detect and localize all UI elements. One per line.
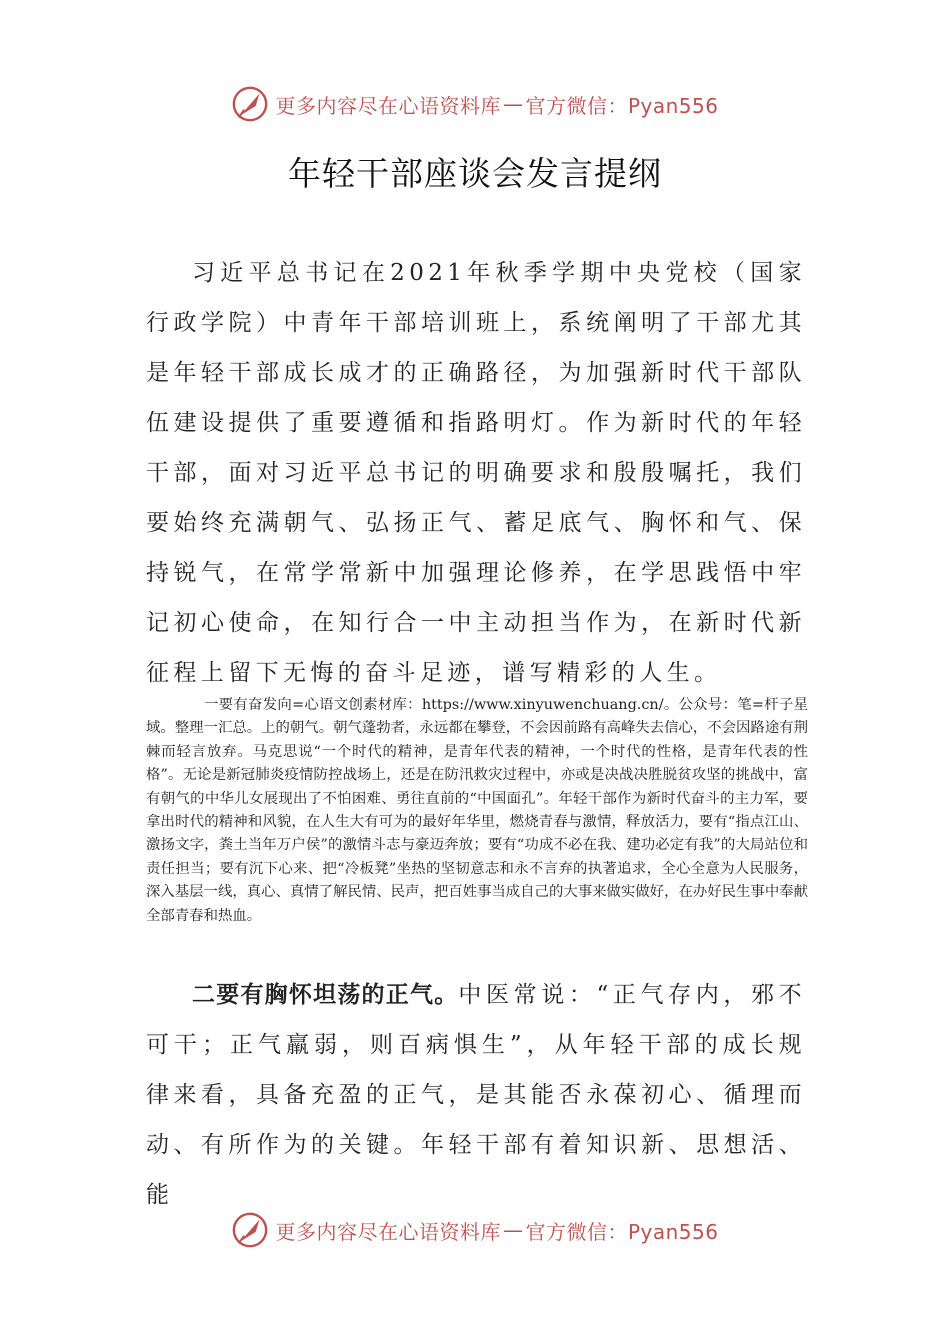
watermark-separator: —	[502, 1218, 524, 1242]
watermark-text: 更多内容尽在心语资料库	[275, 1219, 501, 1244]
quill-logo-icon	[231, 1211, 269, 1249]
footer-watermark	[0, 1210, 950, 1250]
watermark-separator: —	[502, 92, 524, 116]
document-title: 年轻干部座谈会发言提纲	[288, 154, 662, 193]
header-watermark	[0, 84, 950, 124]
section-two-body: 中医常说：“正气存内，邪不可干；正气羸弱，则百病惧生”，从年轻干部的成长规律来看，具备充盈的正气，是其能否永葆初心、循理而动、有所作为的关键。年轻干部有着知识新、思想活、能	[146, 982, 806, 1208]
watermark-text: 更多内容尽在心语资料库	[275, 93, 501, 118]
section-two-paragraph	[146, 970, 806, 1220]
watermark-contact: 官方微信：Pyan556	[525, 1219, 719, 1244]
quill-logo-icon	[231, 85, 269, 123]
section-one-paragraph: 一要有奋发向=心语文创素材库：https://www.xinyuwenchuang.cn/。公众号：笔=杆子星域。整理一汇总。上的朝气。朝气蓬勃者，永远都在攀登，不会因前路有高峰失去信心，不会因路途有荆棘而轻言放弃。马克思说“一个时代的精神，是青年代表的精神，一个时代的性格，是青年代表的性格”。无论是新冠肺炎疫情防控战场上，还是在防汛救灾过程中，亦或是决战决胜脱贫攻坚的挑战中，富有朝气的中华儿女展现出了不怕困难、勇往直前的“中国面孔”。年轻干部作为新时代奋斗的主力军，要拿出时代的精神和风貌，在人生大有可为的最好年华里，燃烧青春与激情，释放活力，要有“指点江山、激扬文字，粪土当年万户侯”的激情斗志与豪迈奔放；要有“功成不必在我、建功必定有我”的大局站位和责任担当；要有沉下心来、把“冷板凳”坐热的坚韧意志和永不言弃的执著追求，全心全意为人民服务，深入基层一线，真心、真情了解民情、民声，把百姓事当成自己的大事来做实做好，在办好民生事中奉献全部青春和热血。	[146, 697, 808, 924]
watermark-contact: 官方微信：Pyan556	[525, 93, 719, 118]
intro-paragraph: 习近平总书记在2021年秋季学期中央党校（国家行政学院）中青年干部培训班上，系统阐明了干部尤其是年轻干部成长成才的正确路径，为加强新时代干部队伍建设提供了重要遵循和指路明灯。作为新时代的年轻干部，面对习近平总书记的明确要求和殷殷嘱托，我们要始终充满朝气、弘扬正气、蓄足底气、胸怀和气、保持锐气，在常学常新中加强理论修养，在学思践悟中牢记初心使命，在知行合一中主动担当作为，在新时代新征程上留下无悔的奋斗足迹，谱写精彩的人生。	[146, 260, 806, 686]
section-two-heading: 二要有胸怀坦荡的正气。	[192, 982, 459, 1008]
